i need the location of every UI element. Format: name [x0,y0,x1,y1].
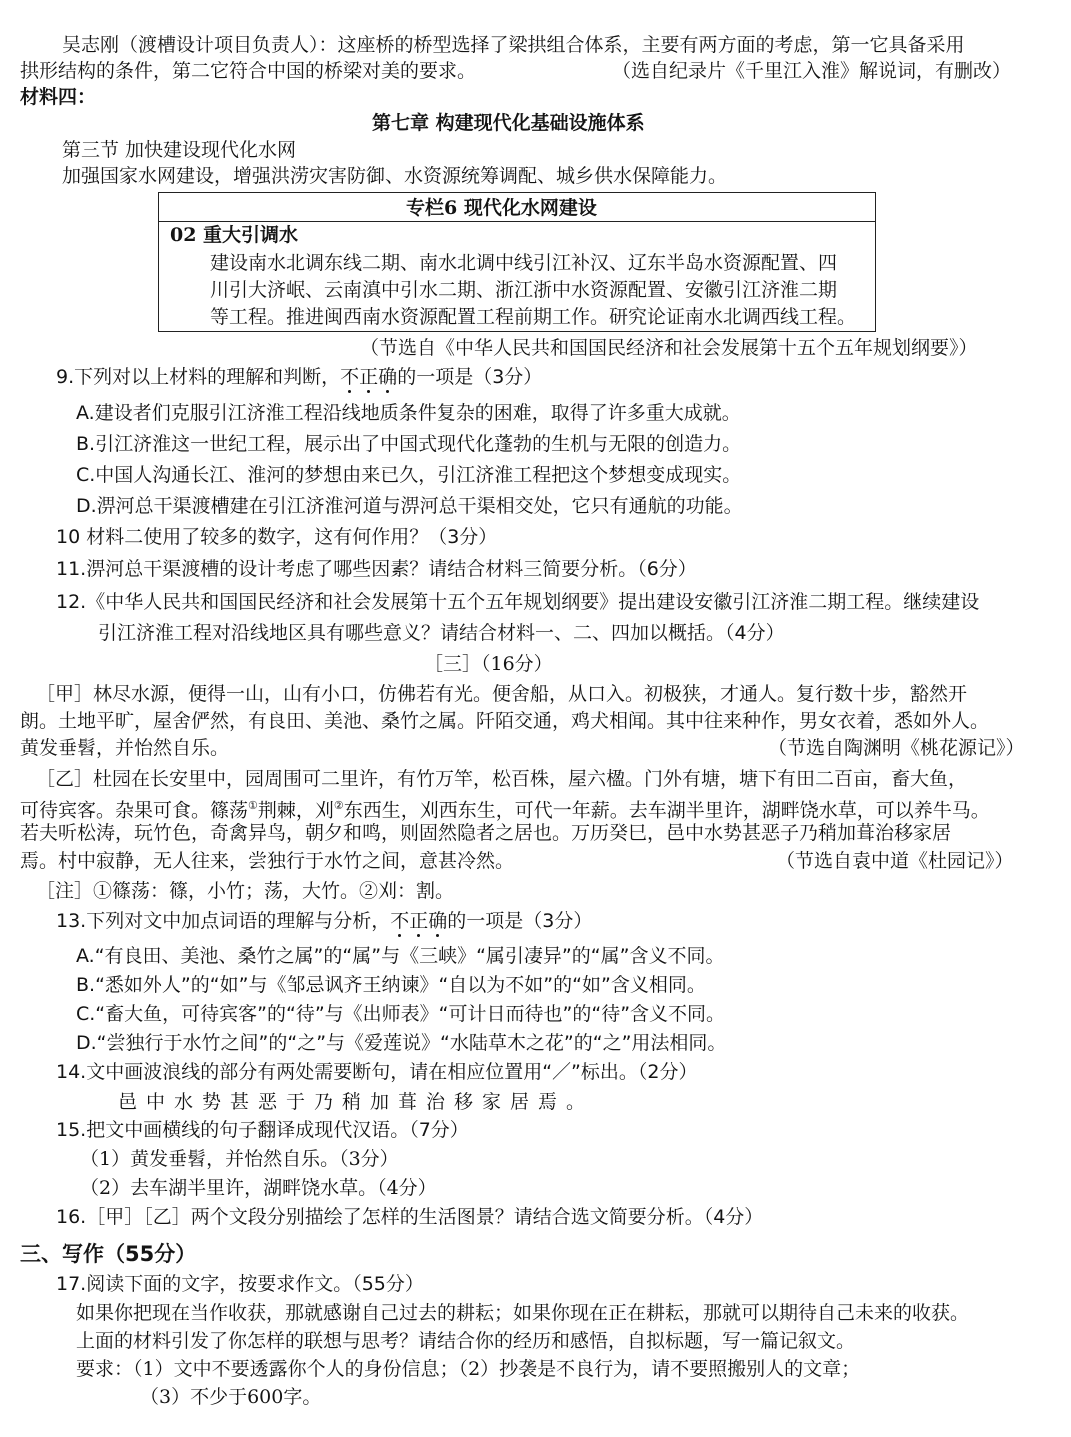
question-15-item-2: （2）去车湖半里许，湖畔饶水草。（4分） [80,1177,437,1199]
question-9-emphasis [340,366,397,388]
q9-option-d: D.淠河总干渠渡槽建在引江济淮河道与淠河总干渠相交处，它只有通航的功能。 [76,495,743,517]
question-10: 10 材料二使用了较多的数字，这有何作用？（3分） [56,526,498,548]
text-yi-line-3: 若夫听松涛，玩竹色，奇禽异鸟，朝夕和鸣，则固然隐者之居也。万历癸巳，邑中水势甚恶子乃稍加葺治移家居 [20,822,952,844]
q9-option-b: B.引江济淮这一世纪工程，展示出了中国式现代化蓬勃的生机与无限的创造力。 [76,433,742,455]
box-subtitle: 02 重大引调水 [170,224,299,246]
footnote-marker-2: ② [333,799,344,812]
q13-option-a: A.“有良田、美池、桑竹之属”的“属”与《三峡》“属引凄异”的“属”含义不同。 [76,945,725,967]
material3-line-2: 拱形结构的条件，第二它符合中国的桥梁对美的要求。 [20,60,477,82]
q13-option-b: B.“悉如外人”的“如”与《邹忌讽齐王纳谏》“自以为不如”的“如”含义相同。 [76,974,706,996]
question-12-line-1: 12.《中华人民共和国国民经济和社会发展第十五个五年规划纲要》提出建设安徽引江济淮二期工程。继续建设 [56,591,980,613]
essay-requirements-line-2: （3）不少于600字。 [140,1386,322,1408]
emphasis-char: 确 [378,366,398,388]
material4-label: 材料四： [20,86,97,108]
question-12-line-2: 引江济淮工程对沿线地区具有哪些意义？请结合材料一、二、四加以概括。（4分） [98,622,785,644]
emphasis-char: 不 [390,910,410,932]
question-17: 17.阅读下面的文字，按要求作文。（55分） [56,1273,424,1295]
writing-section-heading: 三、写作（55分） [20,1242,197,1266]
essay-requirements-line-1: 要求：（1）文中不要透露你个人的身份信息；（2）抄袭是不良行为，请不要照搬别人的文章； [76,1358,861,1380]
text-yi-source: （节选自袁中道《杜园记》） [776,850,1014,872]
text-yi-line-2-part-c: 东西生，刈西东生，可代一年薪。去车湖半里许，湖畔饶水草，可以养牛马。 [343,799,990,822]
question-14-sentence: 邑中水势甚恶于乃稍加葺治移家居焉。 [118,1091,595,1113]
essay-prompt-line-1: 如果你把现在当作收获，那就感谢自己过去的耕耘；如果你现在正在耕耘，那就可以期待自己未来的收获。 [76,1302,970,1324]
question-14: 14.文中画波浪线的部分有两处需要断句，请在相应位置用“／”标出。（2分） [56,1061,698,1083]
part-3-heading: ［三］（16分） [424,653,553,675]
question-16: 16.［甲］［乙］两个文段分别描绘了怎样的生活图景？请结合选文简要分析。（4分） [56,1206,764,1228]
box-line-2: 川引大济岷、云南滇中引水二期、浙江浙中水资源配置、安徽引江济淮二期 [210,279,838,301]
text-yi-line-2-part-a: 可待宾客。杂果可食。篠荡 [20,799,249,822]
text-jia-source: （节选自陶渊明《桃花源记》） [768,737,1025,759]
footnote-marker-1: ① [248,799,258,812]
box-line-1: 建设南水北调东线二期、南水北调中线引江补汉、辽东半岛水资源配置、四 [210,252,838,274]
emphasis-char: 正 [359,366,379,388]
text-jia-line-3: 黄发垂髫，并怡然自乐。 [20,737,230,759]
question-15-item-1: （1）黄发垂髫，并怡然自乐。（3分） [80,1148,399,1170]
q13-option-d: D.“尝独行于水竹之间”的“之”与《爱莲说》“水陆草木之花”的“之”用法相同。 [76,1032,727,1054]
emphasis-char: 正 [409,910,429,932]
question-15: 15.把文中画横线的句子翻译成现代汉语。（7分） [56,1119,469,1141]
emphasis-char: 不 [340,366,360,388]
chapter-title: 第七章 构建现代化基础设施体系 [372,112,645,134]
question-13-emphasis [390,910,447,932]
material3-source: （选自纪录片《千里江入淮》解说词，有删改） [612,60,1012,82]
q9-option-c: C.中国人沟通长江、淮河的梦想由来已久，引江济淮工程把这个梦想变成现实。 [76,464,742,486]
box-source: （节选自《中华人民共和国国民经济和社会发展第十五个五年规划纲要》） [360,337,978,359]
text-yi-line-2-part-b: 荆棘，刈 [257,799,334,822]
annotation-note: ［注］①篠荡：篠，小竹；荡，大竹。②刈：割。 [36,880,455,902]
essay-prompt-line-2: 上面的材料引发了你怎样的联想与思考？请结合你的经历和感悟，自拟标题，写一篇记叙文。 [76,1330,856,1352]
box-line-3: 等工程。推进闽西南水资源配置工程前期工作。研究论证南水北调西线工程。 [210,306,857,328]
section-description: 加强国家水网建设，增强洪涝灾害防御、水资源统筹调配、城乡供水保障能力。 [62,165,728,187]
question-13-score: 的一项是（3分） [447,910,593,932]
question-11: 11.淠河总干渠渡槽的设计考虑了哪些因素？请结合材料三简要分析。（6分） [56,558,697,580]
section-title: 第三节 加快建设现代化水网 [62,139,297,161]
text-yi-line-1: ［乙］杜园在长安里中，园周围可二里许，有竹万竿，松百株，屋六楹。门外有塘，塘下有田二百亩，畜大鱼， [36,768,968,790]
question-9-score: 的一项是（3分） [397,366,543,388]
question-9 [56,364,542,390]
text-jia-line-2: 朗。土地平旷，屋舍俨然，有良田、美池、桑竹之属。阡陌交通，鸡犬相闻。其中往来种作，男女衣着，悉如外人。 [20,710,990,732]
text-yi-line-4: 焉。村中寂静，无人往来，尝独行于水竹之间，意甚冷然。 [20,850,515,872]
text-yi-line-2 [20,793,990,823]
box-title: 专栏6 现代化水网建设 [406,197,597,219]
emphasis-char: 确 [428,910,448,932]
text-jia-line-1: ［甲］林尽水源，便得一山，山有小口，仿佛若有光。便舍船，从口入。初极狭，才通人。复行数十步，豁然开 [36,683,968,705]
q13-option-c: C.“畜大鱼，可待宾客”的“待”与《出师表》“可计日而待也”的“待”含义不同。 [76,1003,726,1025]
q9-option-a: A.建设者们克服引江济淮工程沿线地质条件复杂的困难，取得了许多重大成就。 [76,402,741,424]
question-13-stem: 13.下列对文中加点词语的理解与分析， [56,910,391,932]
question-13 [56,908,592,934]
emphasis-text [340,366,397,388]
question-9-stem: 9.下列对以上材料的理解和判断， [56,366,341,388]
material3-line-1: 吴志刚（渡槽设计项目负责人）：这座桥的桥型选择了梁拱组合体系，主要有两方面的考虑，第一它具备采用 [62,34,965,56]
